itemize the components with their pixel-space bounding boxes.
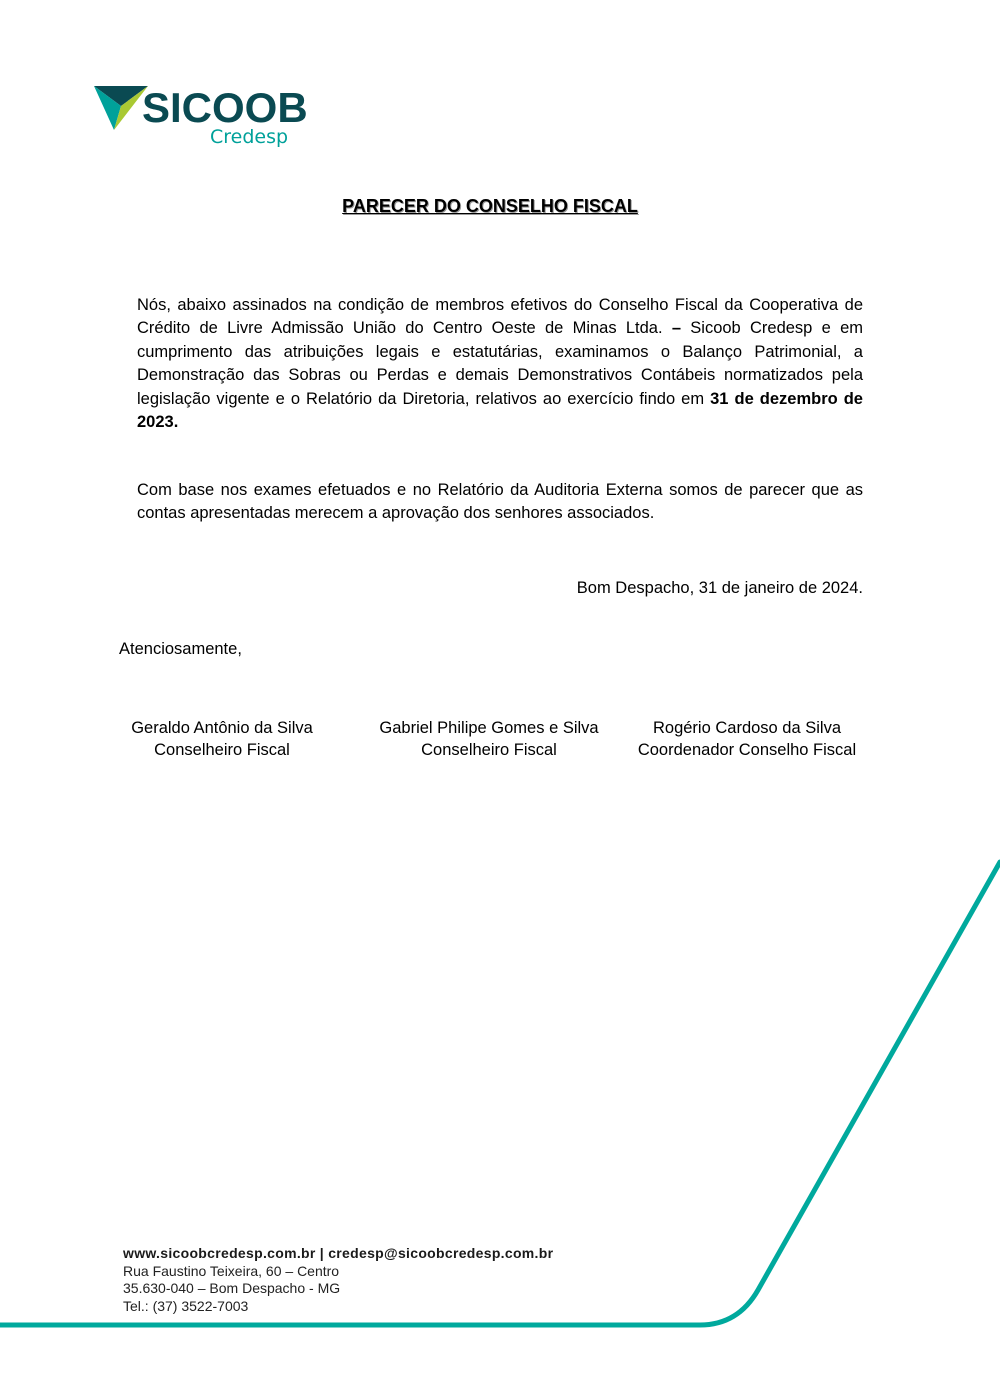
footer-address: Rua Faustino Teixeira, 60 – Centro xyxy=(123,1262,340,1279)
footer-cep-city: 35.630-040 – Bom Despacho - MG xyxy=(123,1280,341,1296)
footer-contact xyxy=(123,1245,553,1315)
signatory-1 xyxy=(112,718,332,761)
signatory-3 xyxy=(622,718,872,761)
footer-phone: Tel.: (37) 3522-7003 xyxy=(123,1297,249,1314)
footer-web-email: www.sicoobcredesp.com.br | credesp@sicoobcredesp.com.br xyxy=(123,1245,554,1261)
signatory-role: Conselheiro Fiscal xyxy=(421,740,557,759)
signatory-name: Geraldo Antônio da Silva xyxy=(131,719,313,737)
document-title: PARECER DO CONSELHO FISCAL xyxy=(342,196,638,216)
sicoob-logo-icon xyxy=(94,86,148,132)
logo-subname: Credesp xyxy=(210,126,289,148)
body-paragraph-1 xyxy=(137,294,863,434)
place-date-line: Bom Despacho, 31 de janeiro de 2024. xyxy=(576,579,863,597)
signatory-role: Coordenador Conselho Fiscal xyxy=(637,740,857,759)
signatory-name: Rogério Cardoso da Silva xyxy=(652,719,842,737)
paragraph-1-dash: – xyxy=(671,319,682,338)
closing-salutation: Atenciosamente, xyxy=(119,640,242,658)
paragraph-1-text: Nós, abaixo assinados na condição de membros efetivos do Conselho Fiscal da Cooperativa de Crédito de Livre Admissão União do Centro Oeste de Minas Ltda. xyxy=(137,296,863,338)
logo-wordmark: SICOOB xyxy=(142,84,308,131)
paragraph-1-bold-date: 31 de dezembro de 2023. xyxy=(137,389,863,432)
signatory-role: Conselheiro Fiscal xyxy=(154,740,290,759)
signatory-name: Gabriel Philipe Gomes e Silva xyxy=(379,719,599,737)
signatory-2 xyxy=(362,718,616,761)
sicoob-credesp-logo xyxy=(94,84,308,150)
body-paragraph-2: Com base nos exames efetuados e no Relatório da Auditoria Externa somos de parecer que as contas apresentadas merecem a aprovação dos senhores associados. xyxy=(137,481,863,523)
paragraph-1-text-b: Sicoob Credesp e em cumprimento das atribuições legais e estatutárias, examinamos o Balanço Patrimonial, a Demonstração das Sobras ou Perdas e demais Demonstrativos Contábeis normatizados pela legislação vigente e o Relatório da Diretoria, relativos ao exercício findo em xyxy=(137,319,863,408)
